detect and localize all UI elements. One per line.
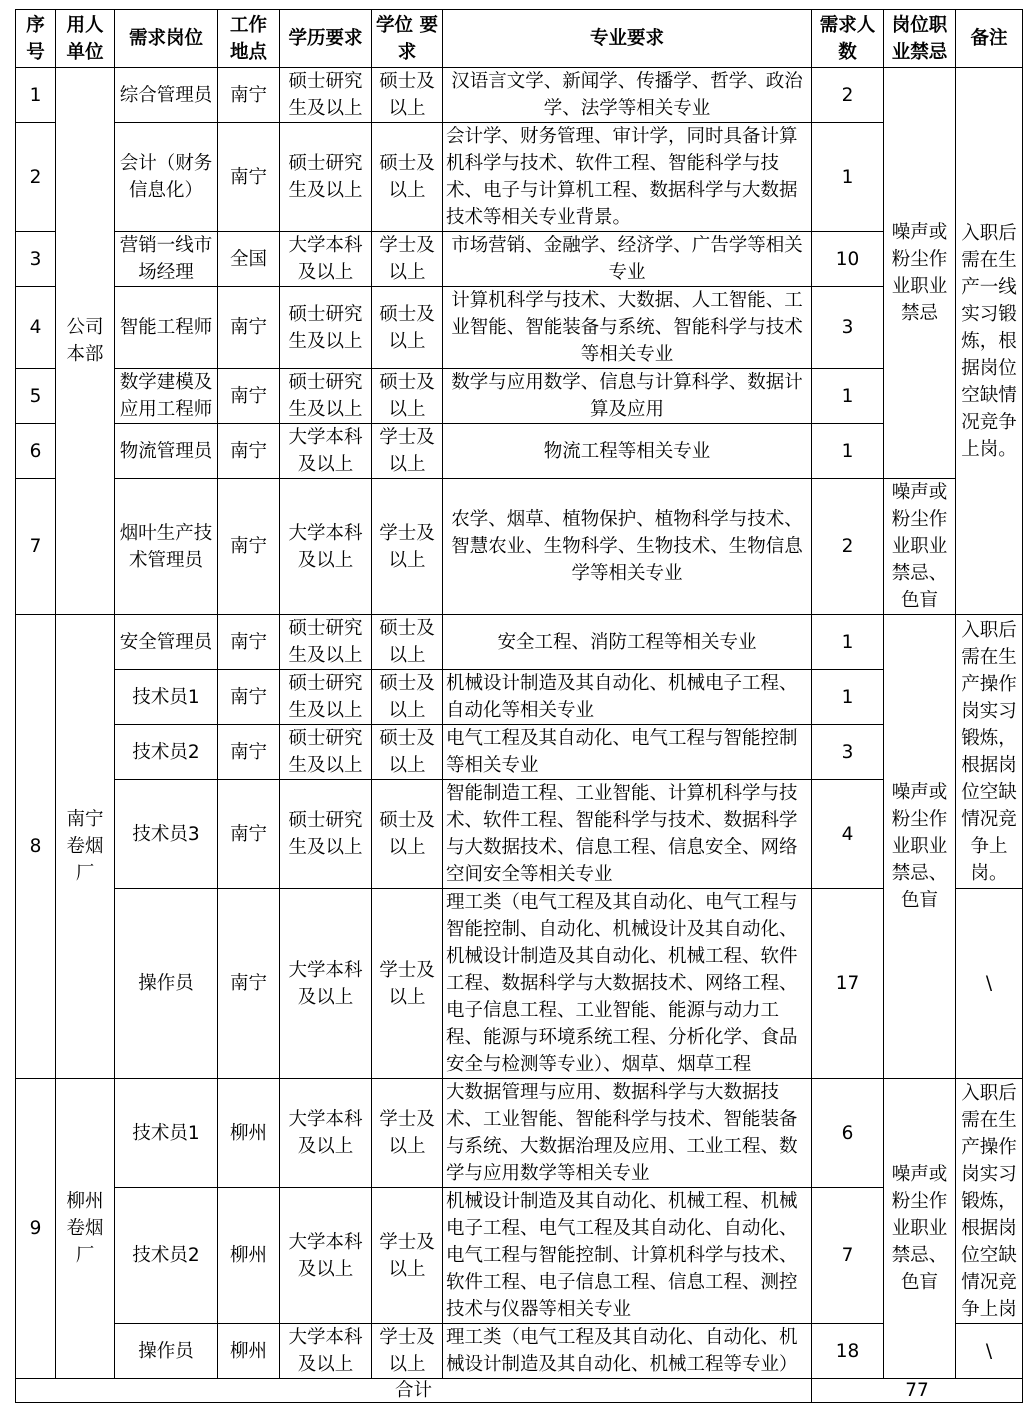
degree-cell: 学士及以上 — [372, 1079, 443, 1188]
education-cell: 大学本科及以上 — [280, 1079, 372, 1188]
degree-cell: 硕士及以上 — [372, 725, 443, 780]
count-cell: 2 — [812, 479, 884, 615]
position-cell: 物流管理员 — [115, 424, 218, 479]
degree-cell: 学士及以上 — [372, 479, 443, 615]
position-cell: 营销一线市场经理 — [115, 232, 218, 287]
major-cell: 市场营销、金融学、经济学、广告学等相关专业 — [443, 232, 812, 287]
education-cell: 大学本科及以上 — [280, 1188, 372, 1324]
major-cell: 农学、烟草、植物保护、植物科学与技术、智慧农业、生物科学、生物技术、生物信息学等相关专业 — [443, 479, 812, 615]
location-cell: 柳州 — [218, 1324, 280, 1379]
table-row — [16, 725, 1023, 780]
header-location: 工作地点 — [218, 10, 280, 68]
count-cell: 3 — [812, 725, 884, 780]
unit-cell: 公司本部 — [56, 68, 115, 615]
education-cell: 硕士研究生及以上 — [280, 670, 372, 725]
location-cell: 柳州 — [218, 1188, 280, 1324]
count-cell: 1 — [812, 615, 884, 670]
recruitment-table — [15, 9, 1023, 1403]
education-cell: 大学本科及以上 — [280, 424, 372, 479]
location-cell: 南宁 — [218, 68, 280, 123]
education-cell: 硕士研究生及以上 — [280, 123, 372, 232]
major-cell: 机械设计制造及其自动化、机械工程、机械电子工程、电气工程及其自动化、自动化、电气工程与智能控制、计算机科学与技术、软件工程、电子信息工程、信息工程、测控技术与仪器等相关专业 — [443, 1188, 812, 1324]
location-cell: 南宁 — [218, 479, 280, 615]
education-cell: 硕士研究生及以上 — [280, 68, 372, 123]
education-cell: 硕士研究生及以上 — [280, 287, 372, 369]
location-cell: 南宁 — [218, 615, 280, 670]
position-cell: 综合管理员 — [115, 68, 218, 123]
education-cell: 硕士研究生及以上 — [280, 615, 372, 670]
header-degree: 学位 要求 — [372, 10, 443, 68]
seq-cell: 4 — [16, 287, 56, 369]
seq-cell: 3 — [16, 232, 56, 287]
position-cell: 技术员1 — [115, 670, 218, 725]
table-row — [16, 780, 1023, 889]
position-cell: 技术员2 — [115, 725, 218, 780]
seq-cell: 6 — [16, 424, 56, 479]
degree-cell: 学士及以上 — [372, 424, 443, 479]
count-cell: 1 — [812, 369, 884, 424]
education-cell: 硕士研究生及以上 — [280, 780, 372, 889]
forbidden-cell: 噪声或粉尘作业职业禁忌、色盲 — [884, 1079, 956, 1379]
forbidden-cell: 噪声或粉尘作业职业禁忌、色盲 — [884, 479, 956, 615]
position-cell: 智能工程师 — [115, 287, 218, 369]
header-seq: 序号 — [16, 10, 56, 68]
count-cell: 6 — [812, 1079, 884, 1188]
seq-cell: 5 — [16, 369, 56, 424]
header-remark: 备注 — [956, 10, 1023, 68]
location-cell: 南宁 — [218, 725, 280, 780]
table-row — [16, 424, 1023, 479]
table-row — [16, 369, 1023, 424]
position-cell: 会计（财务信息化） — [115, 123, 218, 232]
position-cell: 技术员2 — [115, 1188, 218, 1324]
location-cell: 南宁 — [218, 424, 280, 479]
table-row — [16, 670, 1023, 725]
table-row — [16, 615, 1023, 670]
count-cell: 3 — [812, 287, 884, 369]
seq-cell: 8 — [16, 615, 56, 1079]
education-cell: 大学本科及以上 — [280, 479, 372, 615]
major-cell: 计算机科学与技术、大数据、人工智能、工业智能、智能装备与系统、智能科学与技术等相关专业 — [443, 287, 812, 369]
header-count: 需求人数 — [812, 10, 884, 68]
major-cell: 会计学、财务管理、审计学，同时具备计算机科学与技术、软件工程、智能科学与技术、电子与计算机工程、数据科学与大数据技术等相关专业背景。 — [443, 123, 812, 232]
degree-cell: 学士及以上 — [372, 1324, 443, 1379]
major-cell: 安全工程、消防工程等相关专业 — [443, 615, 812, 670]
location-cell: 南宁 — [218, 369, 280, 424]
degree-cell: 学士及以上 — [372, 1188, 443, 1324]
location-cell: 南宁 — [218, 287, 280, 369]
remark-cell: 入职后需在生产一线实习锻炼，根据岗位空缺情况竞争上岗。 — [956, 68, 1023, 615]
degree-cell: 硕士及以上 — [372, 369, 443, 424]
location-cell: 全国 — [218, 232, 280, 287]
total-row — [16, 1379, 1023, 1403]
seq-cell: 9 — [16, 1079, 56, 1379]
location-cell: 南宁 — [218, 123, 280, 232]
unit-cell: 南宁卷烟厂 — [56, 615, 115, 1079]
count-cell: 1 — [812, 123, 884, 232]
header-forbidden: 岗位职业禁忌 — [884, 10, 956, 68]
count-cell: 2 — [812, 68, 884, 123]
count-cell: 18 — [812, 1324, 884, 1379]
degree-cell: 学士及以上 — [372, 889, 443, 1079]
header-unit: 用人单位 — [56, 10, 115, 68]
major-cell: 理工类（电气工程及其自动化、自动化、机械设计制造及其自动化、机械工程等专业） — [443, 1324, 812, 1379]
header-major: 专业要求 — [443, 10, 812, 68]
location-cell: 南宁 — [218, 780, 280, 889]
total-label: 合计 — [16, 1379, 812, 1403]
forbidden-cell: 噪声或粉尘作业职业禁忌、色盲 — [884, 615, 956, 1079]
table-row — [16, 232, 1023, 287]
position-cell: 数学建模及应用工程师 — [115, 369, 218, 424]
total-value: 77 — [812, 1379, 1023, 1403]
education-cell: 大学本科及以上 — [280, 1324, 372, 1379]
degree-cell: 学士及以上 — [372, 232, 443, 287]
table-row — [16, 479, 1023, 615]
table-row — [16, 68, 1023, 123]
major-cell: 数学与应用数学、信息与计算科学、数据计算及应用 — [443, 369, 812, 424]
header-row — [16, 10, 1023, 68]
major-cell: 智能制造工程、工业智能、计算机科学与技术、软件工程、智能科学与技术、数据科学与大数据技术、信息工程、信息安全、网络空间安全等相关专业 — [443, 780, 812, 889]
count-cell: 10 — [812, 232, 884, 287]
education-cell: 硕士研究生及以上 — [280, 725, 372, 780]
major-cell: 电气工程及其自动化、电气工程与智能控制等相关专业 — [443, 725, 812, 780]
location-cell: 南宁 — [218, 889, 280, 1079]
major-cell: 机械设计制造及其自动化、机械电子工程、自动化等相关专业 — [443, 670, 812, 725]
table-row — [16, 889, 1023, 1079]
degree-cell: 硕士及以上 — [372, 780, 443, 889]
major-cell: 大数据管理与应用、数据科学与大数据技术、工业智能、智能科学与技术、智能装备与系统、大数据治理及应用、工业工程、数学与应用数学等相关专业 — [443, 1079, 812, 1188]
table-row — [16, 1324, 1023, 1379]
degree-cell: 硕士及以上 — [372, 68, 443, 123]
seq-cell: 7 — [16, 479, 56, 615]
degree-cell: 硕士及以上 — [372, 287, 443, 369]
table-row — [16, 123, 1023, 232]
remark-cell: 入职后需在生产操作岗实习锻炼，根据岗位空缺情况竞争上岗 — [956, 1079, 1023, 1324]
education-cell: 大学本科及以上 — [280, 232, 372, 287]
degree-cell: 硕士及以上 — [372, 123, 443, 232]
degree-cell: 硕士及以上 — [372, 670, 443, 725]
location-cell: 南宁 — [218, 670, 280, 725]
education-cell: 大学本科及以上 — [280, 889, 372, 1079]
major-cell: 理工类（电气工程及其自动化、电气工程与智能控制、自动化、机械设计及其自动化、机械设计制造及其自动化、机械工程、软件工程、数据科学与大数据技术、网络工程、电子信息工程、工业智能、能源与动力工程、能源与环境系统工程、分析化学、食品安全与检测等专业）、烟草、烟草工程 — [443, 889, 812, 1079]
count-cell: 4 — [812, 780, 884, 889]
seq-cell: 2 — [16, 123, 56, 232]
seq-cell: 1 — [16, 68, 56, 123]
header-position: 需求岗位 — [115, 10, 218, 68]
position-cell: 技术员3 — [115, 780, 218, 889]
unit-cell: 柳州卷烟厂 — [56, 1079, 115, 1379]
remark-cell: 入职后需在生产操作岗实习锻炼，根据岗位空缺情况竞争上岗。 — [956, 615, 1023, 889]
position-cell: 操作员 — [115, 1324, 218, 1379]
position-cell: 技术员1 — [115, 1079, 218, 1188]
major-cell: 汉语言文学、新闻学、传播学、哲学、政治学、法学等相关专业 — [443, 68, 812, 123]
count-cell: 7 — [812, 1188, 884, 1324]
position-cell: 烟叶生产技术管理员 — [115, 479, 218, 615]
remark-cell: \ — [956, 1324, 1023, 1379]
position-cell: 安全管理员 — [115, 615, 218, 670]
table-row — [16, 1188, 1023, 1324]
table-row — [16, 1079, 1023, 1188]
header-education: 学历要求 — [280, 10, 372, 68]
count-cell: 17 — [812, 889, 884, 1079]
count-cell: 1 — [812, 670, 884, 725]
degree-cell: 硕士及以上 — [372, 615, 443, 670]
major-cell: 物流工程等相关专业 — [443, 424, 812, 479]
count-cell: 1 — [812, 424, 884, 479]
table-row — [16, 287, 1023, 369]
location-cell: 柳州 — [218, 1079, 280, 1188]
position-cell: 操作员 — [115, 889, 218, 1079]
forbidden-cell: 噪声或粉尘作业职业禁忌 — [884, 68, 956, 479]
education-cell: 硕士研究生及以上 — [280, 369, 372, 424]
remark-cell: \ — [956, 889, 1023, 1079]
